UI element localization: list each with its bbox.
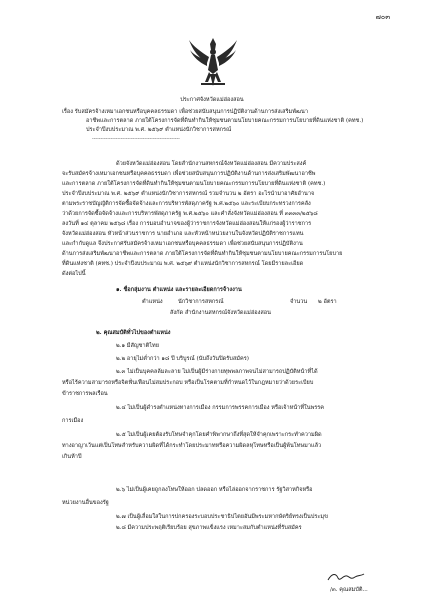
- qualification-item: ทางอาญาเว้นแต่เป็นโทษสำหรับความผิดที่ได้กระทำโดยประมาทหรือความผิดลหุโทษหรือเป็นผู้พ้นโทษมาแล้ว: [62, 443, 322, 449]
- qualification-item: ๒.๓ ไม่เป็นบุคคลล้มละลาย ไม่เป็นผู้มีร่างกายทุพพลภาพจนไม่สามารถปฏิบัติหน้าที่ได้: [116, 369, 318, 375]
- subject-line: อาชีพและการตลาด ภายใต้โครงการจัดที่ดินทำกินให้ชุมชนตามนโยบายคณะกรรมการนโยบายที่ดินแห่งชาติ (คทช.): [86, 118, 364, 124]
- continuation-note: /๓. คุณสมบัติ...: [330, 587, 368, 593]
- intro-line: ตามพระราชบัญญัติการจัดซื้อจัดจ้างและการบริหารพัสดุภาครัฐ พ.ศ.๒๕๖๐ และระเบียบกระทรวงการคลัง: [62, 201, 311, 207]
- qualification-item: ๒.๒ อายุไม่ต่ำกว่า ๑๘ ปี บริบูรณ์ (นับถึงวันปิดรับสมัคร): [116, 356, 249, 362]
- page-number: ๗๐๓: [375, 13, 390, 21]
- subject-line: ประจำปีงบประมาณ พ.ศ. ๒๕๖๙ ตำแหน่งนักวิชาการสหกรณ์: [86, 127, 232, 133]
- count-value: ๒ อัตรา: [318, 299, 337, 305]
- initials-signature: [326, 571, 366, 583]
- qualification-item: ๒.๗ เป็นผู้เลื่อมใสในการปกครองระบอบประชาธิปไตยอันมีพระมหากษัตริย์ทรงเป็นประมุข: [116, 514, 328, 520]
- qualification-item: ๒.๖ ไม่เป็นผู้เคยถูกลงโทษให้ออก ปลดออก หรือไล่ออกจากราชการ รัฐวิสาหกิจหรือ: [116, 487, 313, 493]
- section2-heading: ๒. คุณสมบัติทั่วไปของตำแหน่ง: [96, 330, 171, 336]
- position-label: ตำแหน่ง: [142, 299, 163, 305]
- intro-line: และกำกับดูแล จึงประกาศรับสมัครจ้างเหมาเอกชนหรือบุคคลธรรมดา เพื่อช่วยสนับสนุนการปฏิบัติงาน: [62, 241, 303, 247]
- intro-line: จังหวัดแม่ฮ่องสอน หัวหน้าส่วนราชการ นายอำเภอ และหัวหน้าหน่วยงานในจังหวัดปฏิบัติราชการแทน: [62, 231, 304, 237]
- qualification-item: ๒.๕ ไม่เป็นผู้เคยต้องรับโทษจำคุกโดยคำพิพากษาถึงที่สุดให้จำคุกเพราะกระทำความผิด: [116, 432, 322, 438]
- qualification-item: หน่วยงานอื่นของรัฐ: [62, 500, 109, 506]
- subject-line: เรื่อง รับสมัครจ้างเหมาเอกชนหรือบุคคลธรรมดา เพื่อช่วยสนับสนุนการปฏิบัติงานด้านการส่งเสริมพัฒนา: [62, 109, 308, 115]
- intro-line: ประจำปีงบประมาณ พ.ศ. ๒๕๖๙ ตำแหน่งนักวิชาการสหกรณ์ รวมจำนวน ๒ อัตรา อะไรนำมาอาศัยอำนาจ: [62, 191, 315, 197]
- section1-heading: ๑. ชื่อกลุ่มงาน ตำแหน่ง และรายละเอียดการจ้างงาน: [116, 287, 242, 293]
- intro-line: ด้านการส่งเสริมพัฒนาอาชีพและการตลาด ภายใต้โครงการจัดที่ดินทำกินให้ชุมชนตามนโยบายคณะกรรมการนโยบาย: [62, 251, 343, 257]
- qualification-item: ข้าราชการพลเรือน: [62, 391, 108, 397]
- garuda-emblem: [187, 36, 239, 90]
- intro-line: ที่ดินแห่งชาติ (คทช.) ประจำปีงบประมาณ พ.ศ. ๒๕๖๙ ตำแหน่งนักวิชาการสหกรณ์ โดยมีรายละเอียด: [62, 261, 304, 267]
- announcement-title: ประกาศจังหวัดแม่ฮ่องสอน: [180, 97, 244, 103]
- qualification-item: หรือไร้ความสามารถหรือจิตฟั่นเฟือนไม่สมประกอบ หรือเป็นโรคตามที่กำหนดไว้ในกฎหมายว่าด้วยระเบียบ: [62, 380, 314, 386]
- qualification-item: ๒.๑ มีสัญชาติไทย: [116, 343, 160, 349]
- qualification-item: ๒.๔ ไม่เป็นผู้ดำรงตำแหน่งทางการเมือง กรรมการพรรคการเมือง หรือเจ้าหน้าที่ในพรรค: [116, 405, 325, 411]
- header-separator: ----------------------------------------------------: [92, 136, 180, 142]
- qualification-item: ๒.๘ มีความประพฤติเรียบร้อย สุขภาพแข็งแรง เหมาะสมกับตำแหน่งที่รับสมัคร: [116, 525, 302, 531]
- intro-line: ด้วยจังหวัดแม่ฮ่องสอน โดยสำนักงานสหกรณ์จังหวัดแม่ฮ่องสอน มีความประสงค์: [116, 161, 307, 167]
- qualification-item: เกินห้าปี: [62, 454, 82, 460]
- intro-line: จะรับสมัครจ้างเหมาเอกชนหรือบุคคลธรรมดา เพื่อช่วยสนับสนุนการปฏิบัติงานด้านการส่งเสริมพัฒนาอาชีพ: [62, 171, 316, 177]
- count-label: จำนวน: [290, 299, 308, 305]
- intro-line: และการตลาด ภายใต้โครงการจัดที่ดินทำกินให้ชุมชนตามนโยบายคณะกรรมการนโยบายที่ดินแห่งชาติ (คทช.): [62, 181, 326, 187]
- qualification-item: การเมือง: [62, 418, 84, 424]
- affiliation: สังกัด สำนักงานสหกรณ์จังหวัดแม่ฮ่องสอน: [170, 310, 271, 316]
- intro-line: ดังต่อไปนี้: [62, 271, 86, 277]
- intro-line: ว่าด้วยการจัดซื้อจัดจ้างและการบริหารพัสดุภาครัฐ พ.ศ.๒๕๖๐ และคำสั่งจังหวัดแม่ฮ่องสอน ที่ ๓๓๓๓/๒๕๖๘: [62, 211, 318, 217]
- position-value: นักวิชาการสหกรณ์: [178, 299, 224, 305]
- intro-line: ลงวันที่ ๑๔ ตุลาคม ๒๕๖๘ เรื่อง การมอบอำนาจของผู้ว่าราชการจังหวัดแม่ฮ่องสอนให้แก่รองผู้ว่าราชการ: [62, 221, 312, 227]
